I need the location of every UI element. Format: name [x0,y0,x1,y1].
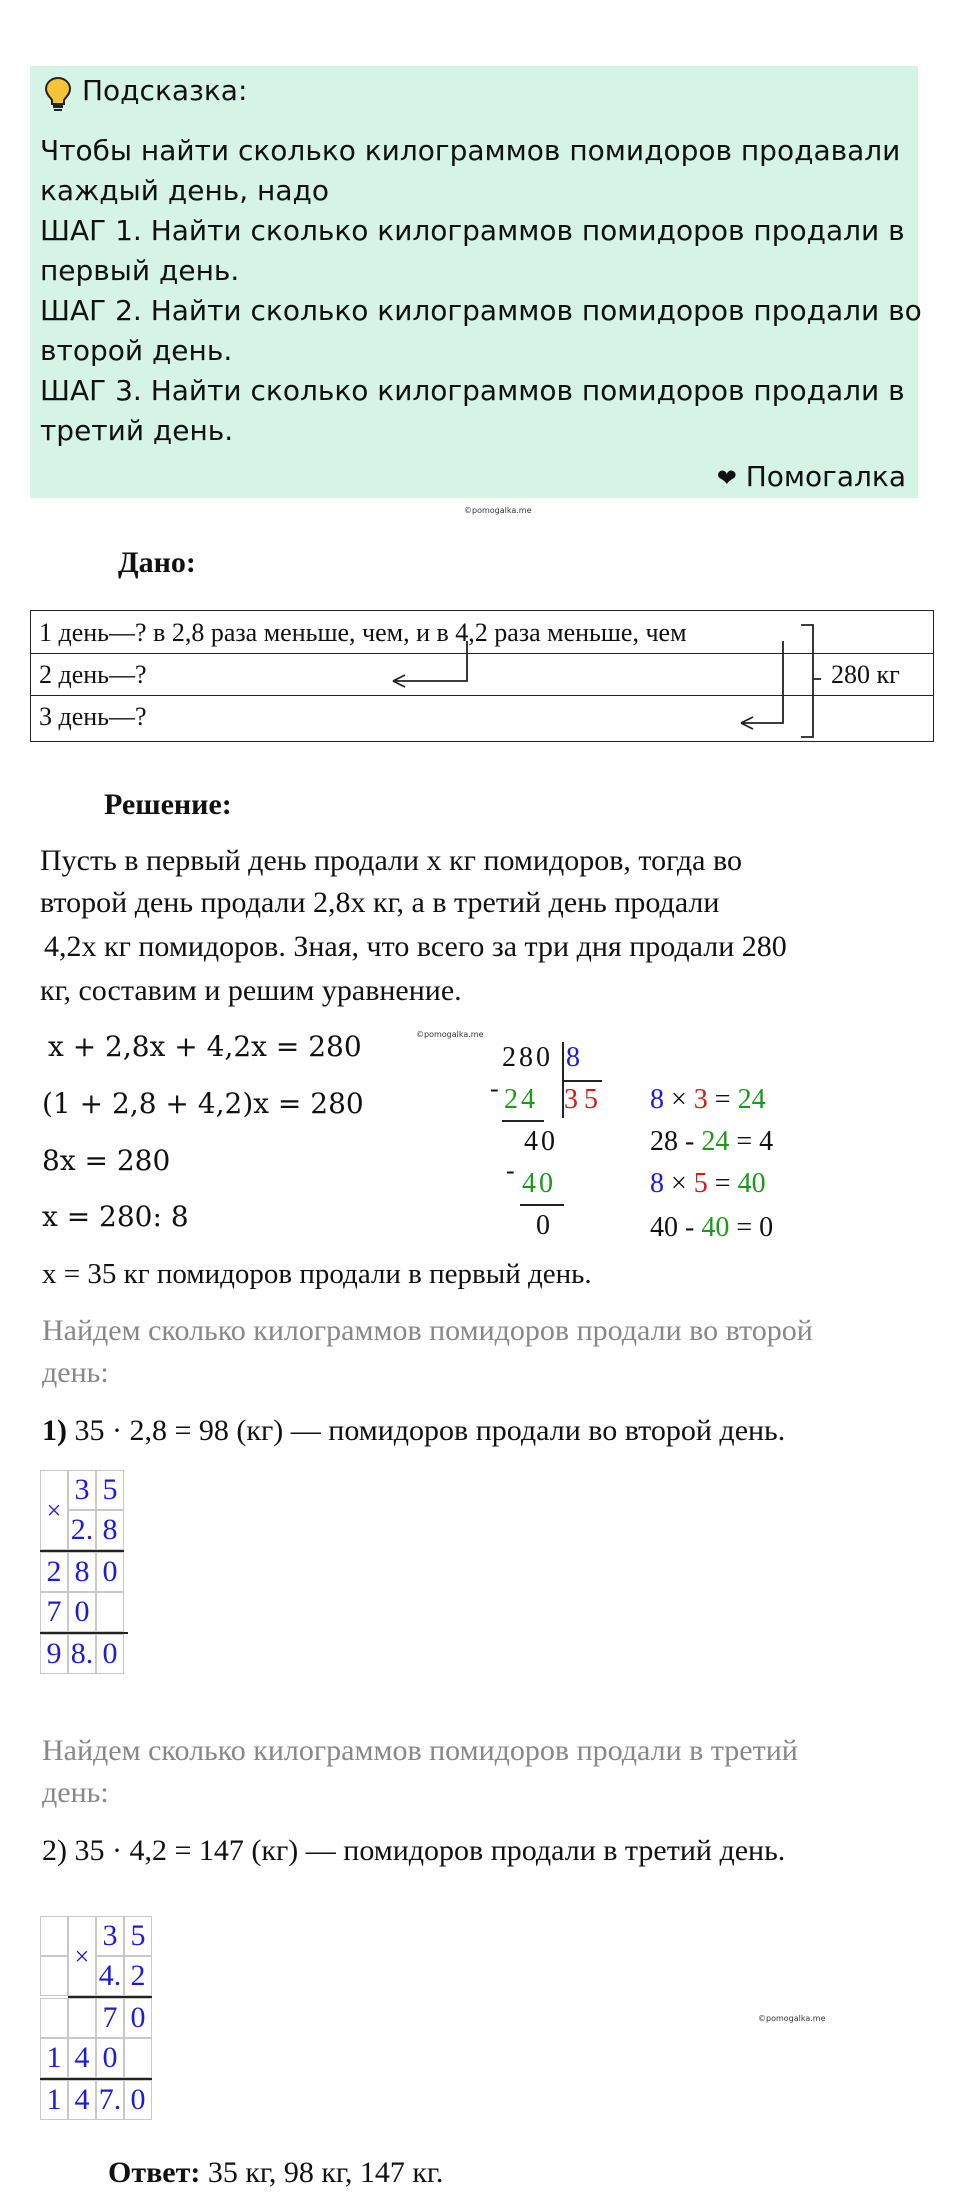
subtrahend-2: 40 [522,1168,556,1199]
check-3-a: 8 [650,1168,664,1199]
check-1-b: 3 [693,1084,708,1115]
dividend: 280 [502,1042,553,1073]
remainder-2: 0 [536,1210,550,1241]
subtrahend-1: 24 [504,1084,538,1115]
mult-1-cell: 0 [96,1634,124,1674]
step-2-text: Найти сколько килограммов помидоров продали во [141,294,922,327]
step-2-intro-1: Найдем сколько килограммов помидоров продали в третий [42,1734,798,1767]
mult-1-cell: 8. [68,1634,96,1674]
given-arrows [31,611,933,741]
given-total: 280 кг [831,660,900,689]
division-line-1 [502,1120,544,1122]
hint-step-3 [40,374,905,407]
check-1-a: 8 [650,1084,664,1115]
mult-2-cell: 2 [124,1956,152,1996]
equation-5: x = 35 кг помидоров продали в первый день. [42,1258,592,1290]
mult-1-cell: 8 [96,1510,124,1550]
mult-2-cell [124,2038,152,2078]
minus-2: - [506,1156,515,1185]
hint-title: Подсказка: [82,74,248,107]
watermark-3: ©pomogalka.me [758,2014,826,2023]
hint-step-1 [40,214,905,247]
check-3-b: 5 [693,1168,708,1199]
division-line-2 [520,1204,564,1206]
check-2-a: 28 - [650,1126,702,1157]
division-bar-horizontal [562,1080,602,1082]
given-row-2-text: 2 день—? [39,660,147,689]
check-1-c: 24 [737,1084,766,1115]
check-2 [650,1126,773,1158]
step-1-expr: 35 · 2,8 = 98 (кг) — помидоров продали во второй день. [67,1414,786,1447]
mult-1-cell: 8 [68,1552,96,1592]
check-4-c: = 0 [729,1212,774,1243]
mult-1-cell: 7 [40,1592,68,1632]
check-3 [650,1168,766,1200]
solution-p4: кг, составим и решим уравнение. [40,974,462,1007]
hint-step-2-cont: второй день. [40,334,233,367]
mult-2-cell: 0 [96,2038,124,2078]
answer-label: Ответ: [108,2156,201,2189]
mult-1-cell: 9 [40,1634,68,1674]
step-1-expression [42,1414,785,1448]
step-1-intro-1: Найдем сколько килограммов помидоров продали во второй [42,1314,813,1347]
mult-2-cell: 0 [124,2080,152,2120]
heart-icon: ❤ [716,464,737,492]
step-1-intro-2: день: [42,1356,109,1389]
check-2-b: 24 [701,1126,730,1157]
mult-2-cell: 1 [40,2038,68,2078]
mult-2-cell [68,1998,96,2038]
solution-p3: 4,2x кг помидоров. Зная, что всего за три дня продали 280 [44,930,787,963]
hint-intro-2: каждый день, надо [40,174,330,207]
step-1-text: Найти сколько килограммов помидоров продали в [141,214,905,247]
step-3-text: Найти сколько килограммов помидоров продали в [141,374,905,407]
mult-1-cell: 2 [40,1552,68,1592]
answer [108,2156,443,2190]
mult-1-cell: 0 [96,1552,124,1592]
mult-2-sign: × [68,1916,96,1996]
step-1-label: ШАГ 1. [40,214,142,247]
answer-text: 35 кг, 98 кг, 147 кг. [200,2156,444,2189]
hint-step-1-cont: первый день. [40,254,240,287]
mult-2-cell: 4 [68,2038,96,2078]
check-3-eq: = [707,1168,738,1199]
solution-heading: Решение: [104,788,232,821]
given-table [30,610,934,742]
equation-4: x = 280: 8 [42,1200,189,1233]
check-4-b: 40 [701,1212,730,1243]
hint-step-2 [40,294,922,327]
check-4 [650,1212,773,1244]
mult-2-cell: 7 [96,1998,124,2038]
solution-p1: Пусть в первый день продали x кг помидоров, тогда во [40,844,742,877]
hint-box [30,66,922,498]
watermark: ©pomogalka.me [464,506,532,515]
divisor: 8 [566,1042,580,1073]
solution-p2: второй день продали 2,8x кг, а в третий день продали [40,886,720,919]
brand-name: Помогалка [745,460,906,493]
check-1-op: × [664,1084,694,1115]
step-2-label: ШАГ 2. [40,294,142,327]
brand [717,460,906,493]
step-3-label: ШАГ 3. [40,374,142,407]
mult-1-cell: 3 [68,1470,96,1510]
mult-1-sign: × [40,1470,68,1550]
watermark-2: ©pomogalka.me [416,1030,484,1039]
mult-1-cell: 2. [68,1510,96,1550]
mult-1-cell: 0 [68,1592,96,1632]
given-heading: Дано: [118,546,196,579]
mult-2-cell: 4 [68,2080,96,2120]
quotient-1: 3 [564,1084,578,1115]
mult-1-cell: 5 [96,1470,124,1510]
multiplication-grid-1 [40,1470,136,1676]
mult-2-cell: 4. [96,1956,124,1996]
mult-2-cell: 1 [40,2080,68,2120]
check-3-c: 40 [737,1168,766,1199]
lightbulb-icon [44,76,72,112]
mult-2-cell [40,1916,68,1956]
check-1-eq: = [707,1084,738,1115]
mult-2-cell: 7. [96,2080,124,2120]
mult-1-cell [96,1592,124,1632]
hint-intro-1: Чтобы найти сколько килограммов помидоров продавали [40,134,901,167]
check-2-c: = 4 [729,1126,774,1157]
remainder-1: 40 [524,1126,558,1157]
check-1 [650,1084,766,1116]
equation-3: 8x = 280 [42,1144,171,1177]
minus-1: - [490,1074,499,1103]
mult-2-cell: 0 [124,1998,152,2038]
hint-step-3-cont: третий день. [40,414,234,447]
equation-2: (1 + 2,8 + 4,2)x = 280 [42,1087,364,1120]
check-3-op: × [664,1168,694,1199]
step-2-expression: 2) 35 · 4,2 = 147 (кг) — помидоров продали в третий день. [42,1834,786,1867]
multiplication-grid-2 [40,1916,164,2126]
given-row-1-text: 1 день—? в 2,8 раза меньше, чем, и в 4,2 раза меньше, чем [39,618,687,647]
quotient-2: 5 [584,1084,598,1115]
mult-2-cell: 5 [124,1916,152,1956]
equation-1: x + 2,8x + 4,2x = 280 [48,1030,362,1063]
given-row-3-text: 3 день—? [39,702,147,731]
mult-2-cell: 3 [96,1916,124,1956]
mult-2-cell [40,1956,68,1996]
check-4-a: 40 - [650,1212,702,1243]
step-2-intro-2: день: [42,1776,109,1809]
mult-2-cell [40,1998,68,2038]
step-1-number: 1) [42,1414,67,1447]
